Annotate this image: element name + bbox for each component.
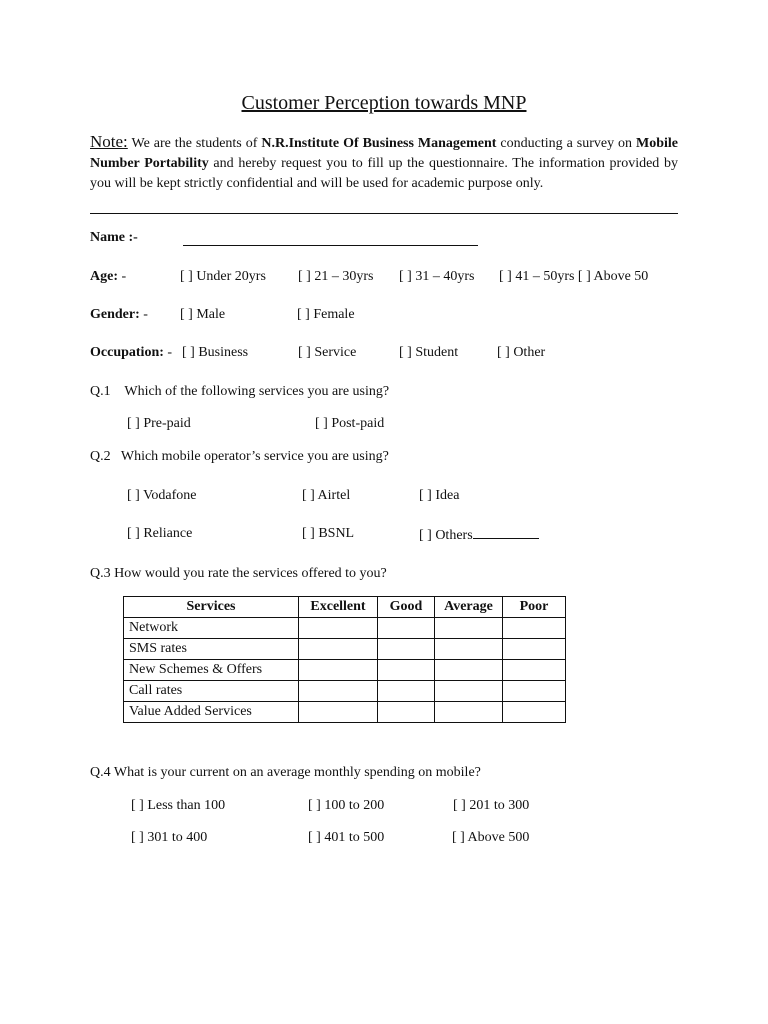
note-label: Note:	[90, 132, 128, 151]
occupation-option-student[interactable]: [ ] Student	[399, 345, 459, 360]
rating-cell[interactable]	[299, 660, 378, 681]
header-good: Good	[378, 597, 435, 618]
rating-table-header	[124, 597, 566, 618]
header-excellent: Excellent	[299, 597, 378, 618]
rating-cell[interactable]	[378, 618, 435, 639]
occupation-option-business[interactable]: [ ] Business	[182, 345, 249, 360]
q2-option-idea[interactable]: [ ] Idea	[419, 488, 460, 503]
q1-option-postpaid[interactable]: [ ] Post-paid	[315, 416, 385, 431]
question-4: Q.4 What is your current on an average monthly spending on mobile?	[90, 765, 481, 780]
gender-label: Gender: -	[90, 307, 148, 322]
note-text-3: and hereby request you to fill up the questionnaire. The information provided by you will be kept strictly confidential and will be used for academic purpose only.	[90, 156, 678, 191]
others-blank[interactable]	[473, 526, 539, 539]
q4-option-less-than-100[interactable]: [ ] Less than 100	[131, 798, 226, 813]
occupation-label: Occupation: -	[90, 345, 173, 360]
institute-name: N.R.Institute Of Business Management	[261, 136, 497, 151]
note-paragraph	[90, 132, 678, 194]
rating-cell[interactable]	[378, 702, 435, 723]
note-text-1: We are the students of	[127, 136, 262, 151]
rating-cell[interactable]	[435, 639, 503, 660]
q2-option-airtel[interactable]: [ ] Airtel	[302, 488, 351, 503]
q1-option-prepaid[interactable]: [ ] Pre-paid	[127, 416, 191, 431]
q4-option-401-500[interactable]: [ ] 401 to 500	[308, 830, 385, 845]
row-label: New Schemes & Offers	[124, 660, 299, 681]
table-row	[124, 681, 566, 702]
name-field[interactable]	[183, 245, 478, 246]
rating-cell[interactable]	[378, 639, 435, 660]
rating-cell[interactable]	[503, 639, 566, 660]
rating-cell[interactable]	[299, 639, 378, 660]
page-title: Customer Perception towards MNP	[241, 92, 527, 114]
table-row	[124, 660, 566, 681]
table-row	[124, 618, 566, 639]
q4-option-100-200[interactable]: [ ] 100 to 200	[308, 798, 385, 813]
survey-topic: Mobile Number Portability	[90, 136, 678, 171]
rating-cell[interactable]	[435, 618, 503, 639]
row-label: Network	[124, 618, 299, 639]
rating-table	[123, 596, 566, 723]
age-option-21-30[interactable]: [ ] 21 – 30yrs	[298, 269, 374, 284]
header-average: Average	[435, 597, 503, 618]
row-label: Value Added Services	[124, 702, 299, 723]
table-row	[124, 702, 566, 723]
age-option-under-20[interactable]: [ ] Under 20yrs	[180, 269, 266, 284]
note-text-2: conducting a survey on	[496, 136, 636, 151]
q2-option-others[interactable]: [ ] Others	[419, 526, 539, 544]
gender-option-male[interactable]: [ ] Male	[180, 307, 226, 322]
age-label: Age: -	[90, 269, 127, 284]
rating-cell[interactable]	[503, 660, 566, 681]
rating-cell[interactable]	[435, 681, 503, 702]
rating-cell[interactable]	[299, 618, 378, 639]
rating-cell[interactable]	[299, 702, 378, 723]
question-2: Q.2 Which mobile operator’s service you are using?	[90, 449, 389, 464]
age-option-31-40[interactable]: [ ] 31 – 40yrs	[399, 269, 475, 284]
row-label: Call rates	[124, 681, 299, 702]
header-services: Services	[124, 597, 299, 618]
q4-option-201-300[interactable]: [ ] 201 to 300	[453, 798, 530, 813]
table-row	[124, 639, 566, 660]
rating-cell[interactable]	[299, 681, 378, 702]
age-option-41-50-above-50[interactable]: [ ] 41 – 50yrs [ ] Above 50	[499, 269, 649, 284]
rating-cell[interactable]	[503, 681, 566, 702]
rating-cell[interactable]	[378, 660, 435, 681]
header-poor: Poor	[503, 597, 566, 618]
q2-option-reliance[interactable]: [ ] Reliance	[127, 526, 193, 541]
gender-option-female[interactable]: [ ] Female	[297, 307, 355, 322]
question-3: Q.3 How would you rate the services offered to you?	[90, 566, 387, 581]
rating-cell[interactable]	[503, 618, 566, 639]
q2-option-vodafone[interactable]: [ ] Vodafone	[127, 488, 197, 503]
name-label: Name :-	[90, 230, 138, 245]
rating-cell[interactable]	[378, 681, 435, 702]
rating-cell[interactable]	[435, 702, 503, 723]
occupation-option-other[interactable]: [ ] Other	[497, 345, 546, 360]
q4-option-above-500[interactable]: [ ] Above 500	[452, 830, 530, 845]
rating-cell[interactable]	[435, 660, 503, 681]
rating-cell[interactable]	[503, 702, 566, 723]
row-label: SMS rates	[124, 639, 299, 660]
occupation-option-service[interactable]: [ ] Service	[298, 345, 357, 360]
horizontal-divider	[90, 213, 678, 214]
q2-option-bsnl[interactable]: [ ] BSNL	[302, 526, 355, 541]
question-1: Q.1 Which of the following services you are using?	[90, 384, 390, 399]
q4-option-301-400[interactable]: [ ] 301 to 400	[131, 830, 208, 845]
